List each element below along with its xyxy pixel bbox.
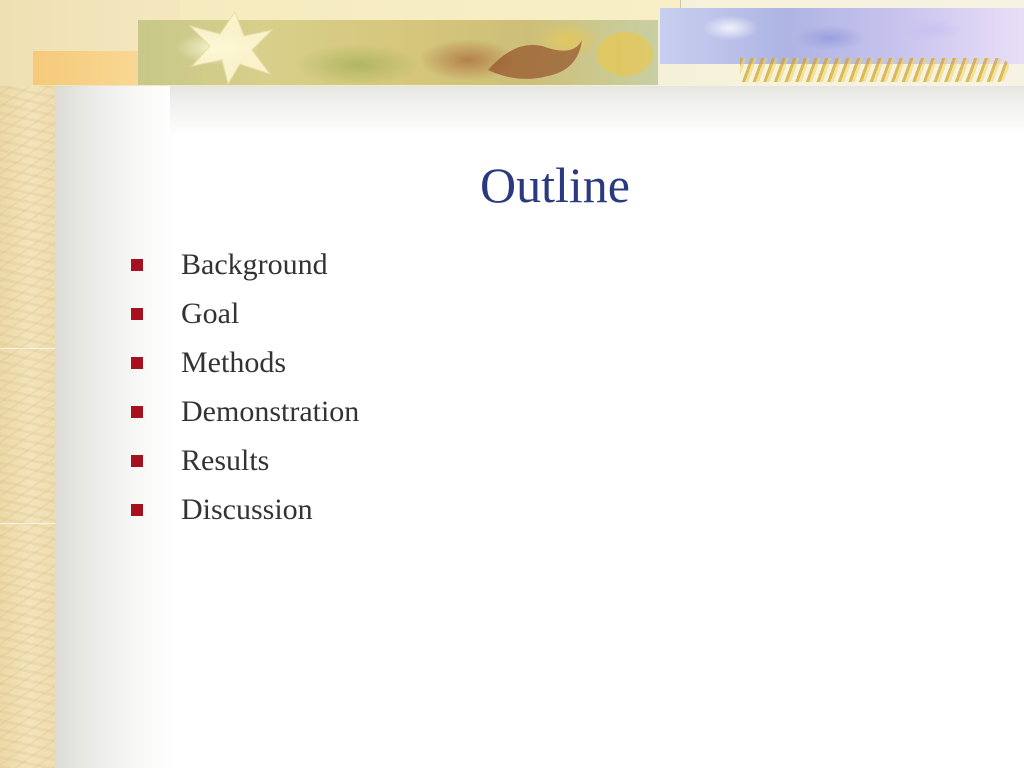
bullet-text: Background (181, 247, 328, 281)
bullet-text: Demonstration (181, 394, 360, 428)
list-item (128, 387, 359, 436)
square-bullet-icon (131, 308, 143, 320)
list-item (128, 485, 359, 534)
list-item (128, 436, 359, 485)
leaf-icon (478, 30, 588, 86)
strip-seam (0, 348, 55, 349)
square-bullet-icon (131, 455, 143, 467)
list-item (128, 240, 359, 289)
list-item (128, 338, 359, 387)
list-item (128, 289, 359, 338)
bullet-text: Goal (181, 296, 240, 330)
bullet-text: Discussion (181, 492, 313, 526)
bullet-list (128, 240, 359, 534)
leaf-icon (180, 8, 290, 86)
parchment-left-strip (0, 0, 55, 768)
banner-wheat (740, 58, 1010, 82)
square-bullet-icon (131, 259, 143, 271)
strip-seam (0, 523, 55, 524)
slide-title: Outline (480, 157, 630, 213)
square-bullet-icon (131, 504, 143, 516)
bullet-text: Results (181, 443, 270, 477)
banner-tile-flowers (660, 8, 1024, 64)
bullet-text: Methods (181, 345, 286, 379)
leaf-icon (590, 24, 660, 84)
top-shadow (170, 86, 1024, 136)
square-bullet-icon (131, 357, 143, 369)
square-bullet-icon (131, 406, 143, 418)
